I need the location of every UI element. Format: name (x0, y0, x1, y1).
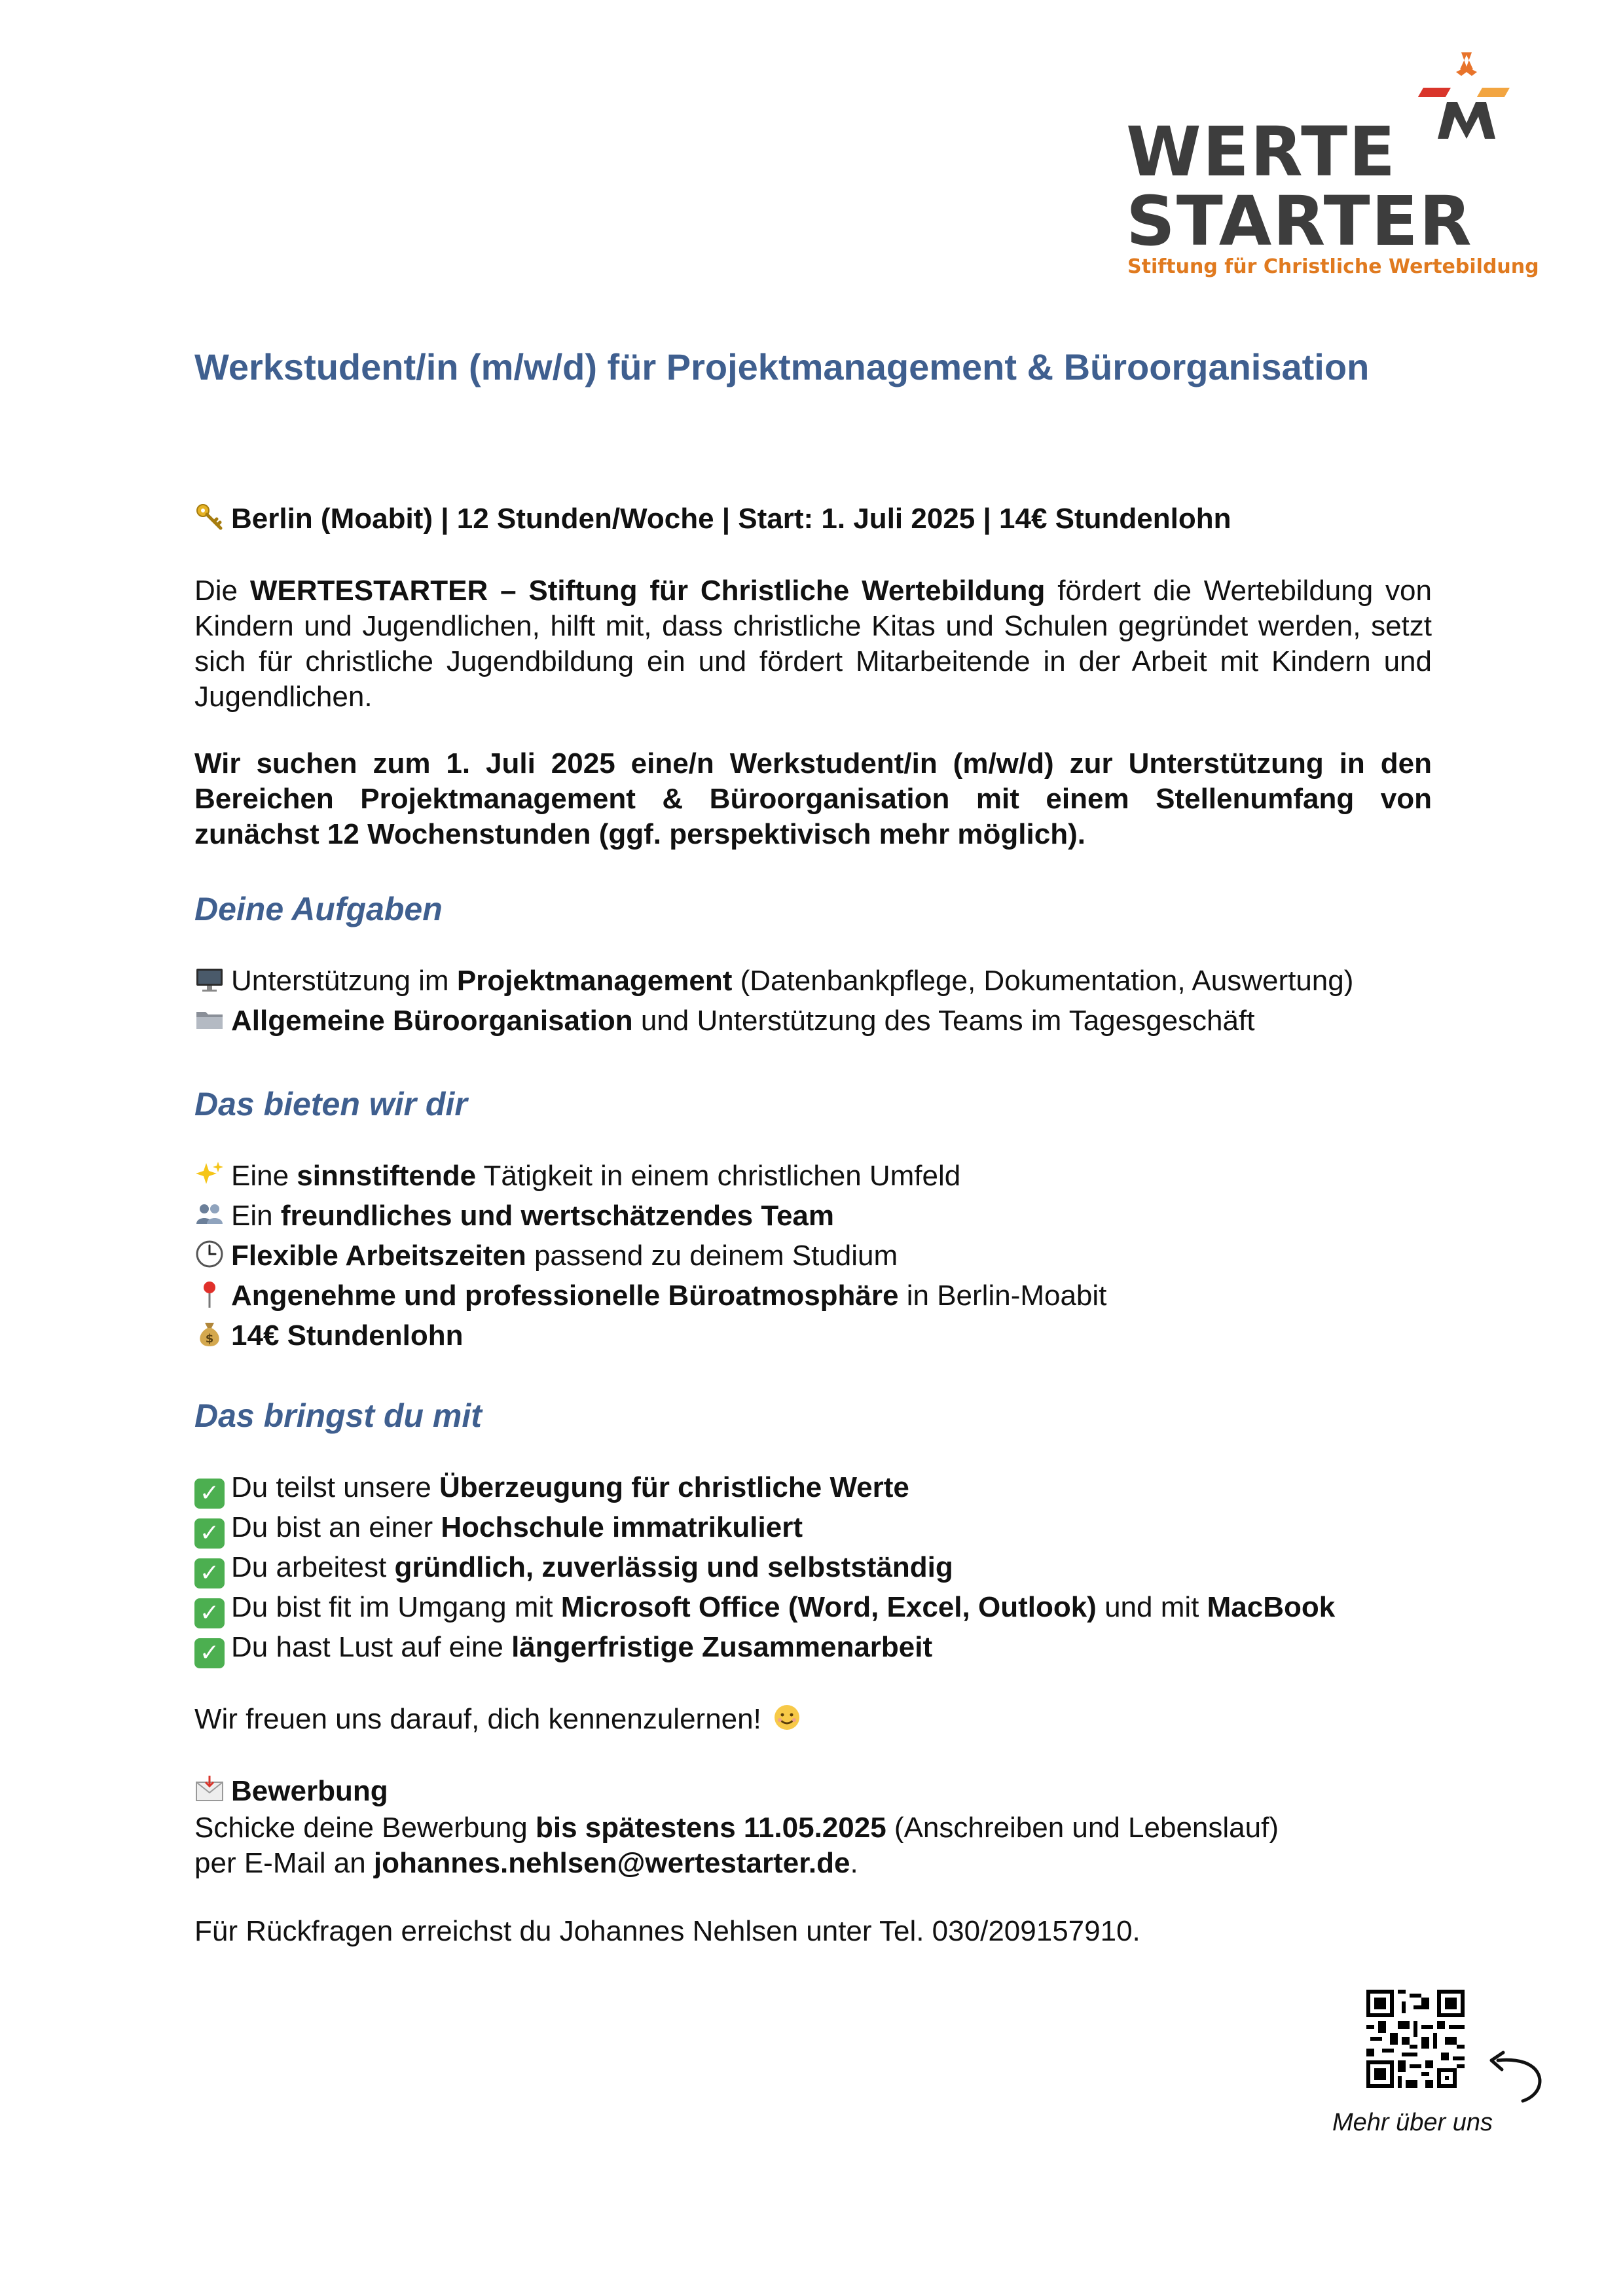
list-item (194, 1318, 463, 1354)
job-key-facts-text: Berlin (Moabit) | 12 Stunden/Woche | Start: 1. Juli 2025 | 14€ Stundenlohn (231, 503, 1231, 535)
offer-heading: Das bieten wir dir (194, 1086, 467, 1122)
people-icon (194, 1199, 225, 1229)
check-icon: ✓ (194, 1558, 225, 1588)
list-item (194, 1158, 960, 1194)
requirement-text: Du hast Lust auf eine (231, 1631, 512, 1663)
requirement-text-after: und mit (1096, 1591, 1207, 1623)
requirement-bold: Hochschule immatrikuliert (441, 1511, 803, 1543)
wertestarter-logo (1126, 50, 1539, 285)
check-icon: ✓ (194, 1638, 225, 1668)
offer-bold: sinnstiftende (297, 1160, 477, 1192)
list-item (194, 1003, 1254, 1039)
closing-text: Wir freuen uns darauf, dich kennenzulernen! (194, 1703, 761, 1735)
envelope-icon (194, 1774, 225, 1804)
list-item (194, 1198, 834, 1234)
requirement-bold: gründlich, zuverlässig und selbstständig (394, 1551, 953, 1583)
curved-arrow-icon (1477, 2046, 1549, 2105)
key-icon (194, 502, 225, 532)
offer-bold: 14€ Stundenlohn (231, 1319, 464, 1352)
offer-text-after: Tätigkeit in einem christlichen Umfeld (476, 1160, 961, 1192)
intro-paragraph (194, 573, 1432, 715)
list-item (194, 963, 1353, 999)
intro-foundation-name: WERTESTARTER – Stiftung für Christliche Wertebildung (249, 575, 1046, 607)
application-text-after: . (850, 1847, 858, 1879)
pin-icon (194, 1279, 225, 1309)
logo-tagline: Stiftung für Christliche Wertebildung (1127, 255, 1539, 278)
offer-bold: Angenehme und professionelle Büroatmosphäre (231, 1280, 899, 1312)
monitor-icon (194, 964, 225, 994)
smiley-icon (772, 1702, 802, 1732)
requirements-heading: Das bringst du mit (194, 1397, 482, 1434)
list-item (194, 1590, 1335, 1628)
check-icon: ✓ (194, 1479, 225, 1509)
list-item (194, 1238, 898, 1274)
requirement-bold: längerfristige Zusammenarbeit (511, 1631, 933, 1663)
list-item (194, 1470, 909, 1509)
list-item (194, 1278, 1106, 1314)
money-bag-icon (194, 1319, 225, 1349)
tasks-heading: Deine Aufgaben (194, 891, 443, 927)
search-paragraph: Wir suchen zum 1. Juli 2025 eine/n Werkstudent/in (m/w/d) zur Unterstützung in den Bereichen Projektmanagement & Büroorganisation mit einem Stellenumfang von zunächst 12 Wochenstunden (ggf. perspektivisch mehr möglich). (194, 747, 1432, 850)
star-logo-icon (1414, 50, 1519, 141)
closing-line (194, 1702, 809, 1737)
logo-word-werte: WERTE (1126, 112, 1397, 192)
page-title: Werkstudent/in (m/w/d) für Projektmanagement & Büroorganisation (194, 346, 1370, 387)
clock-icon (194, 1239, 225, 1269)
list-item (194, 1630, 932, 1668)
requirement-text: Du arbeitest (231, 1551, 395, 1583)
qr-code-icon[interactable] (1366, 1990, 1465, 2088)
check-icon: ✓ (194, 1518, 225, 1549)
qr-caption: Mehr über uns (1332, 2109, 1493, 2136)
application-text: per E-Mail an (194, 1847, 374, 1879)
check-icon: ✓ (194, 1598, 225, 1628)
task-bold: Allgemeine Büroorganisation (231, 1005, 633, 1037)
job-key-facts (194, 501, 1231, 537)
list-item (194, 1550, 953, 1588)
intro-text-rest: fördert die Wertebildung von Kindern und Jugendlichen, hilft mit, dass christliche Kitas und Schulen gegründet werden, setzt sich für christliche Jugendbildung ein und fördert Mitarbeitende in der Arbeit mit Kindern und Jugendlichen. (194, 575, 1432, 713)
requirement-text: Du bist an einer (231, 1511, 441, 1543)
task-bold: Projektmanagement (456, 965, 733, 997)
offer-bold: Flexible Arbeitszeiten (231, 1240, 526, 1272)
svg-text:$: $ (205, 1332, 214, 1346)
contact-line: Für Rückfragen erreichst du Johannes Nehlsen unter Tel. 030/209157910. (194, 1915, 1140, 1947)
requirement-text: Du bist fit im Umgang mit (231, 1591, 561, 1623)
offer-text: Ein (231, 1200, 281, 1232)
list-item (194, 1510, 803, 1549)
requirement-bold-macbook: MacBook (1207, 1591, 1336, 1623)
application-heading (194, 1774, 388, 1809)
application-text: Schicke deine Bewerbung (194, 1812, 536, 1844)
offer-text-after: in Berlin-Moabit (898, 1280, 1107, 1312)
requirement-text: Du teilst unsere (231, 1471, 439, 1503)
task-text-after: und Unterstützung des Teams im Tagesgeschäft (632, 1005, 1255, 1037)
folder-icon (194, 1004, 225, 1034)
task-text: Unterstützung im (231, 965, 457, 997)
offer-bold: freundliches und wertschätzendes Team (280, 1200, 835, 1232)
offer-text: Eine (231, 1160, 297, 1192)
requirement-bold: Microsoft Office (Word, Excel, Outlook) (560, 1591, 1097, 1623)
application-line-2 (194, 1846, 858, 1881)
task-text-after: (Datenbankpflege, Dokumentation, Auswertung) (732, 965, 1354, 997)
intro-text-start: Die (194, 575, 250, 607)
sparkles-icon (194, 1159, 225, 1189)
offer-text-after: passend zu deinem Studium (526, 1240, 898, 1272)
requirement-bold: Überzeugung für christliche Werte (439, 1471, 909, 1503)
application-email-link[interactable]: johannes.nehlsen@wertestarter.de (373, 1847, 850, 1879)
application-line-1 (194, 1810, 1279, 1846)
logo-word-starter: STARTER (1126, 181, 1473, 261)
application-text-after: (Anschreiben und Lebenslauf) (886, 1812, 1279, 1844)
application-deadline: bis spätestens 11.05.2025 (536, 1812, 886, 1844)
application-heading-text: Bewerbung (231, 1775, 388, 1807)
